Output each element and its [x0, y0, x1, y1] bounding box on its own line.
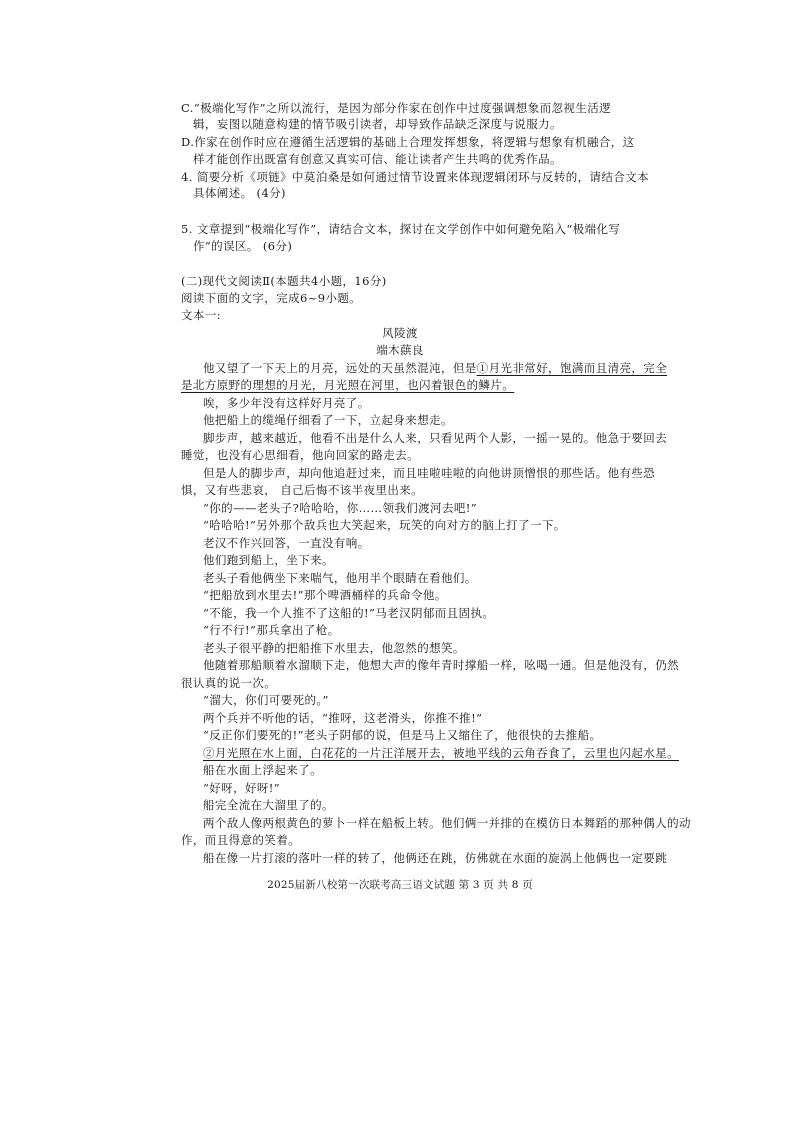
option-c-line-1: C.“极端化写作”之所以流行，是因为部分作家在创作中过度强调想象而忽视生活逻 — [181, 101, 611, 115]
question-5-line-2: 作”的误区。 (6分) — [193, 239, 293, 253]
paragraph-5-line-1: 但是人的脚步声，却向他追赶过来，而且哇啦哇啦的向他讲顶憎恨的那些话。他有些恐 — [203, 466, 656, 480]
text-one-label: 文本一: — [181, 308, 221, 322]
underlined-sentence-2: ②月光照在水上面，白花花的一片汪洋展开去，被地平线的云角吞食了，云里也闪起水星。 — [203, 746, 679, 760]
paragraph-23-line-2: 作，而且得意的笑着。 — [181, 833, 300, 847]
paragraph-4-line-1: 脚步声，越来越近，他看不出是什么人来，只看见两个人影，一摇一晃的。他急于要回去 — [203, 431, 668, 445]
section-instruction: 阅读下面的文字，完成6~9小题。 — [181, 291, 362, 305]
question-4-line-2: 具体阐述。 (4分) — [193, 186, 286, 200]
question-4-line-1: 4. 简要分析《项链》中莫泊桑是如何通过情节设置来体现逻辑闭环与反转的，请结合文本 — [181, 170, 650, 184]
paragraph-10: 老头子看他俩坐下来喘气，他用半个眼睛在看他们。 — [203, 571, 477, 585]
paragraph-12: “不能，我一个人推不了这船的!”马老汉阴郁而且固执。 — [203, 606, 495, 620]
paragraph-15-line-2: 很认真的说一次。 — [181, 676, 277, 690]
paragraph-1-line-1 — [181, 360, 667, 376]
underlined-sentence-1-cont: 是北方原野的理想的月光，月光照在河里，也闪着银色的鳞片。 — [181, 378, 515, 392]
paragraph-22: 船完全流在大溜里了的。 — [203, 798, 334, 812]
paragraph-7: “哈哈哈!”另外那个敌兵也大笑起来，玩笑的向对方的脑上打了一下。 — [203, 518, 566, 532]
section-heading: (二)现代文阅读Ⅱ(本题共4小题，16分) — [181, 274, 387, 288]
paragraph-21: “好呀，好呀!” — [203, 781, 281, 795]
paragraph-4-line-2: 睡觉，也没有心思细看，他向回家的路走去。 — [181, 448, 419, 462]
paragraph-6: “你的——老头子?哈哈哈，你……领我们渡河去吧!” — [203, 501, 478, 515]
underlined-sentence-1: ①月光非常好，饱满而且清亮，完全 — [476, 361, 668, 375]
paragraph-17: 两个兵并不听他的话，“推呀，这老滑头，你推不推!” — [203, 711, 483, 725]
question-5-line-1: 5. 文章提到“极端化写作”，请结合文本，探讨在文学创作中如何避免陷入“极端化写 — [181, 222, 621, 236]
paragraph-2: 唉，多少年没有这样好月亮了。 — [203, 396, 370, 410]
paragraph-3: 他把船上的缆绳仔细看了一下，立起身来想走。 — [203, 413, 453, 427]
paragraph-13: “行不行!”那兵拿出了枪。 — [203, 623, 340, 637]
paragraph-16: “溜大，你们可要死的。” — [203, 693, 329, 707]
paragraph-15-line-1: 他随着那船顺着水溜顺下走，他想大声的像年青时撑船一样，吆喝一通。但是他没有，仍然 — [203, 658, 679, 672]
paragraph-5-line-2: 惧，又有些悲哀， 自己后悔不该半夜里出来。 — [181, 483, 424, 497]
paragraph-9: 他们跑到船上，坐下来。 — [203, 553, 334, 567]
paragraph-11: “把船放到水里去!”那个啤酒桶样的兵命令他。 — [203, 588, 447, 602]
paragraph-1-text: 他又望了一下天上的月亮，远处的天虽然混沌，但是 — [203, 361, 477, 375]
paragraph-14: 老头子很平静的把船推下水里去，他忽然的想笑。 — [203, 641, 465, 655]
paragraph-18: “反正你们要死的!”老头子阴郁的说，但是马上又缩住了，他很快的去推船。 — [203, 728, 602, 742]
article-author: 端木蕻良 — [376, 343, 424, 357]
paragraph-23-line-1: 两个敌人像两根黄色的萝卜一样在船板上转。他们俩一并排的在模仿日本舞蹈的那种偶人的动 — [203, 816, 691, 830]
option-d-line-1: D.作家在创作时应在遵循生活逻辑的基础上合理发挥想象，将逻辑与想象有机融合，这 — [181, 135, 635, 149]
page-footer: 2025届新八校第一次联考高三语文试题 第 3 页 共 8 页 — [267, 879, 533, 891]
option-c-line-2: 辑，妄图以随意构建的情节吸引读者，却导致作品缺乏深度与说服力。 — [193, 117, 562, 131]
paragraph-20: 船在水面上浮起来了。 — [203, 763, 322, 777]
paragraph-8: 老汉不作兴回答，一直没有响。 — [203, 536, 370, 550]
paragraph-24-line-1: 船在像一片打滚的落叶一样的转了，他俩还在跳，仿佛就在水面的旋涡上他俩也一定要跳 — [203, 851, 668, 865]
option-d-line-2: 样才能创作出既富有创意又真实可信、能让读者产生共鸣的优秀作品。 — [193, 152, 562, 166]
article-title: 风陵渡 — [382, 326, 418, 340]
